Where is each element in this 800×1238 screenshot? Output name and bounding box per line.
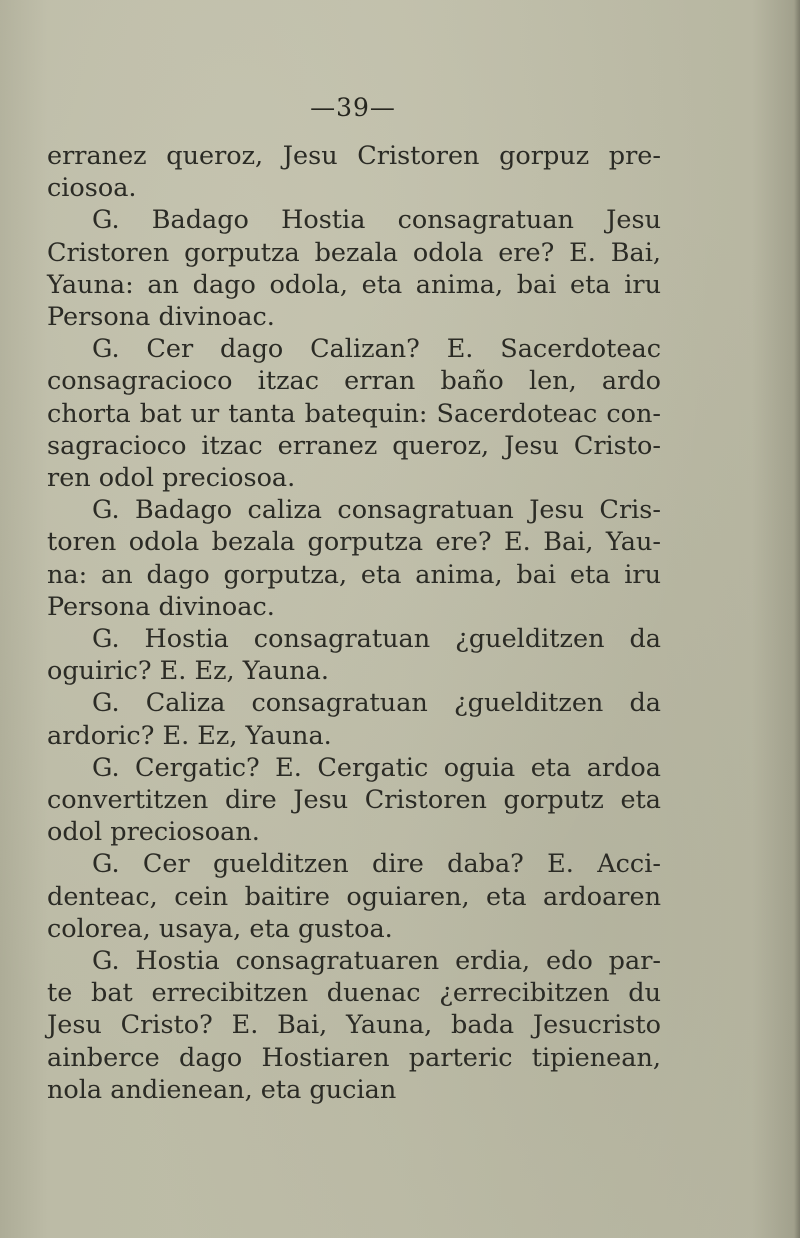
text-line: nola andienean, eta gucian xyxy=(47,1074,397,1105)
text-line: Cristoren gorputza bezala odola ere? E. Bai, xyxy=(47,237,661,268)
text-line: ainberce dago Hostiaren parteric tipienean, xyxy=(47,1042,661,1073)
text-line: G. Hostia consagratuaren erdia, edo par- xyxy=(92,946,661,977)
text-line: ciosoa. xyxy=(47,173,137,204)
text-line: na: an dago gorputza, eta anima, bai eta iru xyxy=(47,559,661,590)
text-line: G. Badago Hostia consagratuan Jesu xyxy=(92,205,661,236)
text-line: G. Hostia consagratuan ¿guelditzen da xyxy=(92,624,661,655)
text-line: odol preciosoan. xyxy=(47,817,260,848)
text-line: oguiric? E. Ez, Yauna. xyxy=(47,656,329,687)
page-edge-shadow xyxy=(794,0,800,1238)
text-line: toren odola bezala gorputza ere? E. Bai, Yau- xyxy=(47,527,661,558)
text-line: colorea, usaya, eta gustoa. xyxy=(47,913,393,944)
text-line: G. Badago caliza consagratuan Jesu Cris- xyxy=(92,495,661,526)
text-line: consagracioco itzac erran baño len, ardo xyxy=(47,366,661,397)
text-line: Persona divinoac. xyxy=(47,302,275,333)
text-line: G. Caliza consagratuan ¿guelditzen da xyxy=(92,688,661,719)
text-line: convertitzen dire Jesu Cristoren gorputz eta xyxy=(47,785,661,816)
text-line: G. Cer dago Calizan? E. Sacerdoteac xyxy=(92,334,661,365)
text-line: denteac, cein baitire oguiaren, eta ardoaren xyxy=(47,881,661,912)
text-line: erranez queroz, Jesu Cristoren gorpuz pre- xyxy=(47,141,661,171)
text-line: chorta bat ur tanta batequin: Sacerdoteac con- xyxy=(47,398,661,429)
text-line: ren odol preciosoa. xyxy=(47,463,296,494)
text-line: te bat errecibitzen duenac ¿errecibitzen du xyxy=(47,978,661,1009)
text-line: G. Cergatic? E. Cergatic oguia eta ardoa xyxy=(92,752,661,783)
text-line: G. Cer guelditzen dire daba? E. Acci- xyxy=(92,849,661,880)
text-line: Jesu Cristo? E. Bai, Yauna, bada Jesucristo xyxy=(47,1010,661,1041)
text-line: Yauna: an dago odola, eta anima, bai eta iru xyxy=(47,269,661,300)
text-line: ardoric? E. Ez, Yauna. xyxy=(47,720,332,751)
text-line: Persona divinoac. xyxy=(47,591,275,622)
body-text xyxy=(47,140,661,1106)
text-line: sagracioco itzac erranez queroz, Jesu Cristo- xyxy=(47,430,661,461)
page-number: —39— xyxy=(310,93,396,122)
